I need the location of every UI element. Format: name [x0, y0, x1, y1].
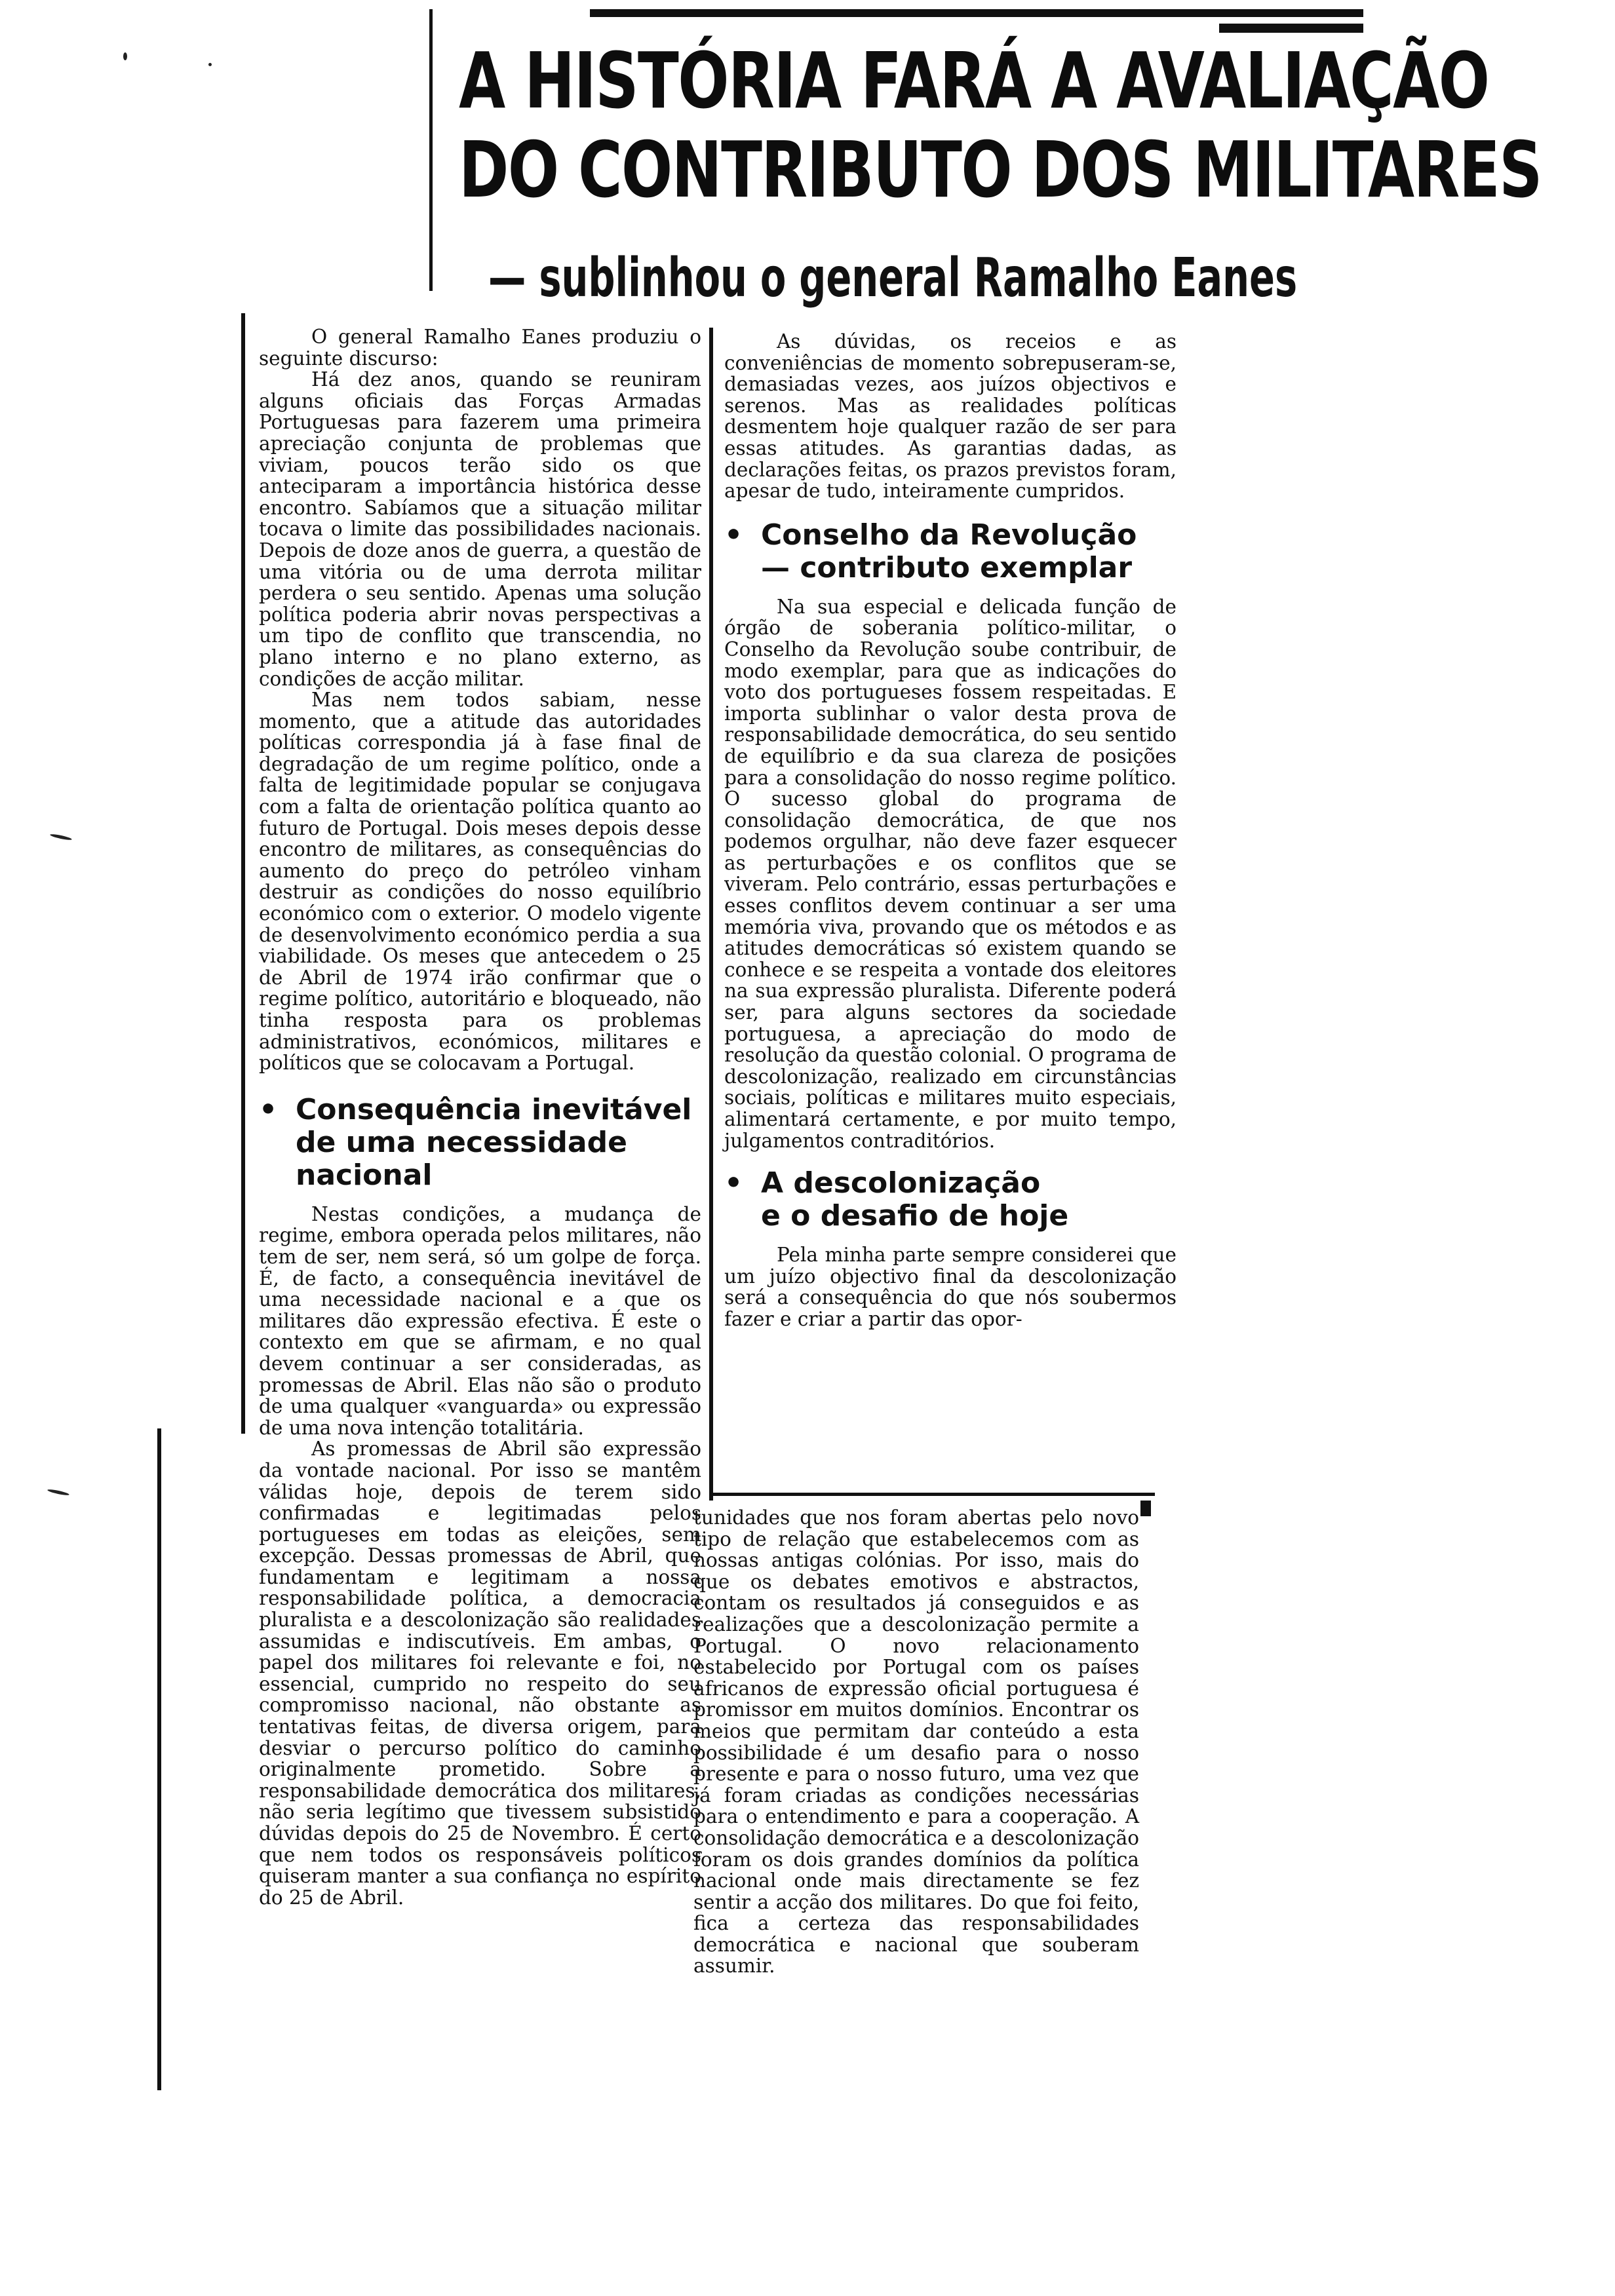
col3-paragraph-1: tunidades que nos foram abertas pelo novo tipo de relação que estabelecemos com as nossas antigas colónias. Por isso, mais do que os debates emotivos e abstractos, contam os resultados já conseguidos e as realizações que a descolonização permite a Portugal. O novo relacionamento estabelecido por Portugal com os países africanos de expressão oficial portuguesa é promissor em muitos domínios. Encontrar os meios que permitam dar conteúdo a esta possibilidade é um desafio para o nosso presente e para o nosso futuro, uma vez que já foram criadas as condições necessárias para o entendimento e para a cooperação. A consolidação democrática e a descolonização foram os dois grandes domínios da política nacional onde mais directamente se fez sentir a acção dos militares. Do que foi feito, fica a certeza das responsabilidades democrática e nacional que souberam assumir.	[693, 1506, 1139, 1978]
col2-section-heading-1-line-2: — contributo exemplar	[761, 550, 1133, 584]
article-column-3	[693, 1507, 1139, 1977]
article-column-2	[724, 331, 1177, 1330]
headline-line-2: DO CONTRIBUTO DOS MILITARES	[459, 124, 1542, 215]
top-right-rule-thick	[1219, 24, 1363, 33]
article-column-1	[259, 326, 701, 1908]
col2-section-heading-2-line-1: A descolonização	[761, 1166, 1041, 1200]
col2-bottom-rule	[709, 1493, 1155, 1496]
col2-paragraph-3: Pela minha parte sempre considerei que um juízo objectivo final da descolonização será a consequência do que nós soubermos fazer e criar a partir das opor-	[724, 1244, 1177, 1330]
scan-speck	[47, 1489, 69, 1497]
col2-paragraph-2: Na sua especial e delicada função de órgão de soberania político-militar, o Conselho da Revolução soube contribuir, de modo exemplar, para que as indicações do voto dos portugueses fossem respeitadas. E importa sublinhar o valor desta prova de responsabilidade democrática, do seu sentido de equilíbrio e da sua clareza de posições para a consolidação do nosso regime político. O sucesso global do programa de consolidação democrática, de que nos podemos orgulhar, não deve fazer esquecer as perturbações e os conflitos que se viveram. Pelo contrário, essas perturbações e esses conflitos devem continuar a ser uma memória viva, provando que os métodos e as atitudes democráticas só existem quando se conhece e se respeita a vontade dos eleitores na sua expressão pluralista. Diferente poderá ser, para alguns sectores da sociedade portuguesa, a apreciação do modo de resolução da questão colonial. O programa de descolonização, realizado em circunstâncias sociais, políticas e militares muito especiais, alimentará certamente, e por muito tempo, julgamentos contraditórios.	[724, 595, 1177, 1152]
top-border-rule	[590, 9, 1363, 17]
col2-section-heading-1	[724, 519, 1177, 584]
col2-left-rule	[709, 328, 713, 1501]
col1-paragraph-5: As promessas de Abril são expressão da vontade nacional. Por isso se mantêm válidas hoje, depois de terem sido confirmadas e legitimadas pelos portugueses em todas as eleições, sem excepção. Dessas promessas de Abril, que fundamentam e legitimam a nossa responsabilidade política, a democracia pluralista e a descolonização são realidades assumidas e indiscutíveis. Em ambas, o papel dos militares foi relevante e foi, no essencial, cumprido no respeito do seu compromisso nacional, não obstante as tentativas feitas, de diversa origem, para desviar o percurso político do caminho originalmente prometido. Sobre a responsabilidade democrática dos militares, não seria legítimo que tivessem subsistido dúvidas depois do 25 de Novembro. É certo que nem todos os responsáveis políticos quiseram manter a sua confiança no espírito do 25 de Abril.	[259, 1438, 701, 1909]
headline	[459, 35, 1542, 215]
col1-paragraph-2: Há dez anos, quando se reuniram alguns oficiais das Forças Armadas Portuguesas para fazerem uma primeira apreciação conjunta de problemas que viviam, poucos terão sido os que anteciparam a importância histórica desse encontro. Sabíamos que a situação militar tocava o limite das possibilidades nacionais. Depois de doze anos de guerra, a questão de uma vitória ou de uma derrota militar perdera o seu sentido. Apenas uma solução política poderia abrir novas perspectivas a um tipo de conflito que transcendia, no plano interno e no plano externo, as condições de acção militar.	[259, 368, 701, 690]
bullet-icon: •	[259, 1092, 278, 1126]
scan-speck	[50, 833, 72, 841]
col2-section-heading-1-line-1: Conselho da Revolução	[761, 518, 1137, 552]
col3-left-rule	[157, 1428, 161, 2090]
col1-left-rule	[241, 313, 245, 1434]
col2-section-heading-2-line-2: e o desafio de hoje	[761, 1199, 1069, 1233]
col2-paragraph-1: As dúvidas, os receios e as conveniências de momento sobrepuseram-se, demasiadas vezes, aos juízos objectivos e serenos. Mas as realidades políticas desmentem hoje qualquer razão de ser para essas atitudes. As garantias dadas, as declarações feitas, os prazos previstos foram, apesar de tudo, inteiramente cumpridos.	[724, 330, 1177, 503]
scan-speck	[123, 52, 127, 60]
col1-section-heading	[259, 1094, 701, 1192]
scan-speck	[208, 63, 212, 66]
headline-left-rule	[429, 9, 433, 291]
col1-paragraph-4: Nestas condições, a mudança de regime, embora operada pelos militares, não tem de ser, nem será, só um golpe de força. É, de facto, a consequência inevitável de uma necessidade nacional e a que os militares dão expressão efectiva. É este o contexto em que se afirmam, e no qual devem continuar a ser consideradas, as promessas de Abril. Elas não são o produto de uma qualquer «vanguarda» ou expressão de uma nova intenção totalitária.	[259, 1202, 701, 1439]
col1-section-heading-line-2: de uma necessidade	[296, 1125, 627, 1159]
col2-section-heading-2	[724, 1167, 1177, 1233]
col1-paragraph-3: Mas nem todos sabiam, nesse momento, que a atitude das autoridades políticas correspondia já à fase final de degradação de um regime político, onde a falta de legitimidade popular se conjugava com a falta de orientação política quanto ao futuro de Portugal. Dois meses depois desse encontro de militares, as consequências do aumento do preço do petróleo vinham destruir as condições do nosso equilíbrio económico com o exterior. O modelo vigente de desenvolvimento económico perdia a sua viabilidade. Os meses que antecedem o 25 de Abril de 1974 irão confirmar que o regime político, autoritário e bloqueado, não tinha resposta para os problemas administrativos, económicos, militares e políticos que se colocavam a Portugal.	[259, 689, 701, 1075]
col1-section-heading-line-1: Consequência inevitável	[296, 1092, 692, 1126]
bullet-icon: •	[724, 1166, 743, 1200]
headline-line-1: A HISTÓRIA FARÁ A AVALIAÇÃO	[459, 35, 1489, 126]
col3-top-end-mark	[1140, 1501, 1151, 1516]
bullet-icon: •	[724, 518, 743, 552]
col1-paragraph-1: O general Ramalho Eanes produziu o seguinte discurso:	[259, 326, 701, 370]
headline-subtitle: — sublinhou o general Ramalho Eanes	[488, 247, 1298, 309]
col1-section-heading-line-3: nacional	[296, 1158, 433, 1192]
